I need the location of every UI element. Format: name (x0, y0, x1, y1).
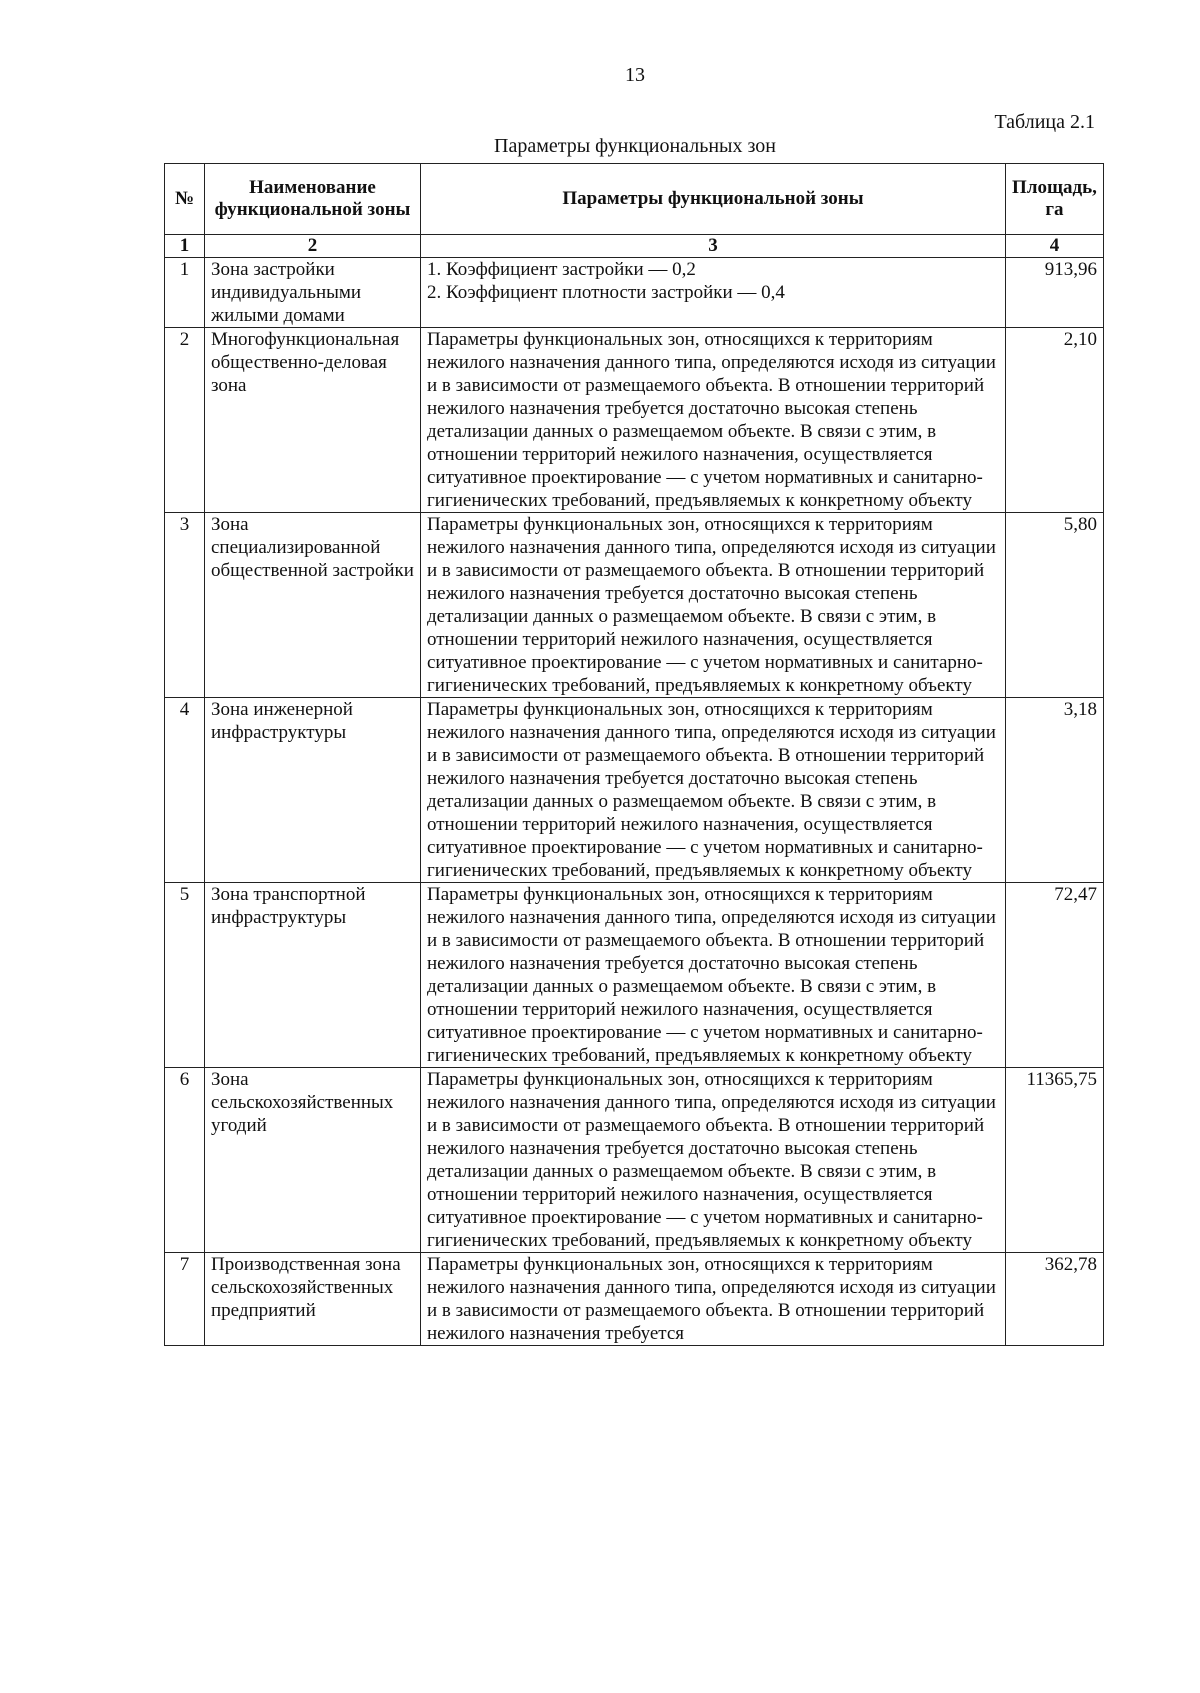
zone-area: 362,78 (1006, 1253, 1104, 1346)
table-row (165, 258, 1104, 328)
zone-name: Зона специализированной общественной застройки (205, 513, 421, 698)
param-line: 2. Коэффициент плотности застройки — 0,4 (427, 282, 785, 303)
row-number: 6 (165, 1068, 205, 1253)
table-title: Параметры функциональных зон (494, 135, 776, 157)
column-number: 4 (1006, 235, 1104, 258)
zone-params (421, 258, 1006, 328)
zone-area: 11365,75 (1006, 1068, 1104, 1253)
zone-params: Параметры функциональных зон, относящихся к территориям нежилого назначения данного типа, определяются исходя из ситуации и в зависимости от размещаемого объекта. В отношении территорий нежилого назначения требуется достаточно высокая степень детализации данных о размещаемом объекте. В связи с этим, в отношении территорий нежилого назначения, осуществляется ситуативное проектирование — с учетом нормативных и санитарно-гигиенических требований, предъявляемых к конкретному объекту (421, 1068, 1006, 1253)
zone-area: 2,10 (1006, 328, 1104, 513)
header-number: № (165, 164, 205, 235)
table-row (165, 883, 1104, 1068)
zone-name: Зона инженерной инфраструктуры (205, 698, 421, 883)
column-number: 2 (205, 235, 421, 258)
table-row (165, 328, 1104, 513)
zone-name: Многофункциональная общественно-деловая зона (205, 328, 421, 513)
table-row (165, 1068, 1104, 1253)
zone-area: 72,47 (1006, 883, 1104, 1068)
zone-area: 3,18 (1006, 698, 1104, 883)
header-zone-params: Параметры функциональной зоны (421, 164, 1006, 235)
zone-name: Зона транспортной инфраструктуры (205, 883, 421, 1068)
column-number: 3 (421, 235, 1006, 258)
row-number: 1 (165, 258, 205, 328)
functional-zones-table (164, 163, 1104, 1346)
zone-area: 913,96 (1006, 258, 1104, 328)
row-number: 2 (165, 328, 205, 513)
zone-params: Параметры функциональных зон, относящихся к территориям нежилого назначения данного типа, определяются исходя из ситуации и в зависимости от размещаемого объекта. В отношении территорий нежилого назначения требуется достаточно высокая степень детализации данных о размещаемом объекте. В связи с этим, в отношении территорий нежилого назначения, осуществляется ситуативное проектирование — с учетом нормативных и санитарно-гигиенических требований, предъявляемых к конкретному объекту (421, 513, 1006, 698)
column-number: 1 (165, 235, 205, 258)
header-area: Площадь, га (1006, 164, 1104, 235)
zone-params: Параметры функциональных зон, относящихся к территориям нежилого назначения данного типа, определяются исходя из ситуации и в зависимости от размещаемого объекта. В отношении территорий нежилого назначения требуется достаточно высокая степень детализации данных о размещаемом объекте. В связи с этим, в отношении территорий нежилого назначения, осуществляется ситуативное проектирование — с учетом нормативных и санитарно-гигиенических требований, предъявляемых к конкретному объекту (421, 328, 1006, 513)
table-row (165, 698, 1104, 883)
zone-area: 5,80 (1006, 513, 1104, 698)
row-number: 7 (165, 1253, 205, 1346)
column-number-row (165, 235, 1104, 258)
zone-params: Параметры функциональных зон, относящихся к территориям нежилого назначения данного типа, определяются исходя из ситуации и в зависимости от размещаемого объекта. В отношении территорий нежилого назначения требуется достаточно высокая степень детализации данных о размещаемом объекте. В связи с этим, в отношении территорий нежилого назначения, осуществляется ситуативное проектирование — с учетом нормативных и санитарно-гигиенических требований, предъявляемых к конкретному объекту (421, 698, 1006, 883)
page-number: 13 (625, 64, 645, 86)
param-line: 1. Коэффициент застройки — 0,2 (427, 259, 696, 280)
table-row (165, 513, 1104, 698)
table-header-row (165, 164, 1104, 235)
row-number: 5 (165, 883, 205, 1068)
zone-params: Параметры функциональных зон, относящихся к территориям нежилого назначения данного типа, определяются исходя из ситуации и в зависимости от размещаемого объекта. В отношении территорий нежилого назначения требуется (421, 1253, 1006, 1346)
row-number: 4 (165, 698, 205, 883)
header-zone-name: Наименование функциональной зоны (205, 164, 421, 235)
zone-name: Производственная зона сельскохозяйственных предприятий (205, 1253, 421, 1346)
table-label: Таблица 2.1 (994, 111, 1095, 133)
zone-params: Параметры функциональных зон, относящихся к территориям нежилого назначения данного типа, определяются исходя из ситуации и в зависимости от размещаемого объекта. В отношении территорий нежилого назначения требуется достаточно высокая степень детализации данных о размещаемом объекте. В связи с этим, в отношении территорий нежилого назначения, осуществляется ситуативное проектирование — с учетом нормативных и санитарно-гигиенических требований, предъявляемых к конкретному объекту (421, 883, 1006, 1068)
row-number: 3 (165, 513, 205, 698)
zone-name: Зона сельскохозяйственных угодий (205, 1068, 421, 1253)
table-row (165, 1253, 1104, 1346)
zone-name: Зона застройки индивидуальными жилыми домами (205, 258, 421, 328)
